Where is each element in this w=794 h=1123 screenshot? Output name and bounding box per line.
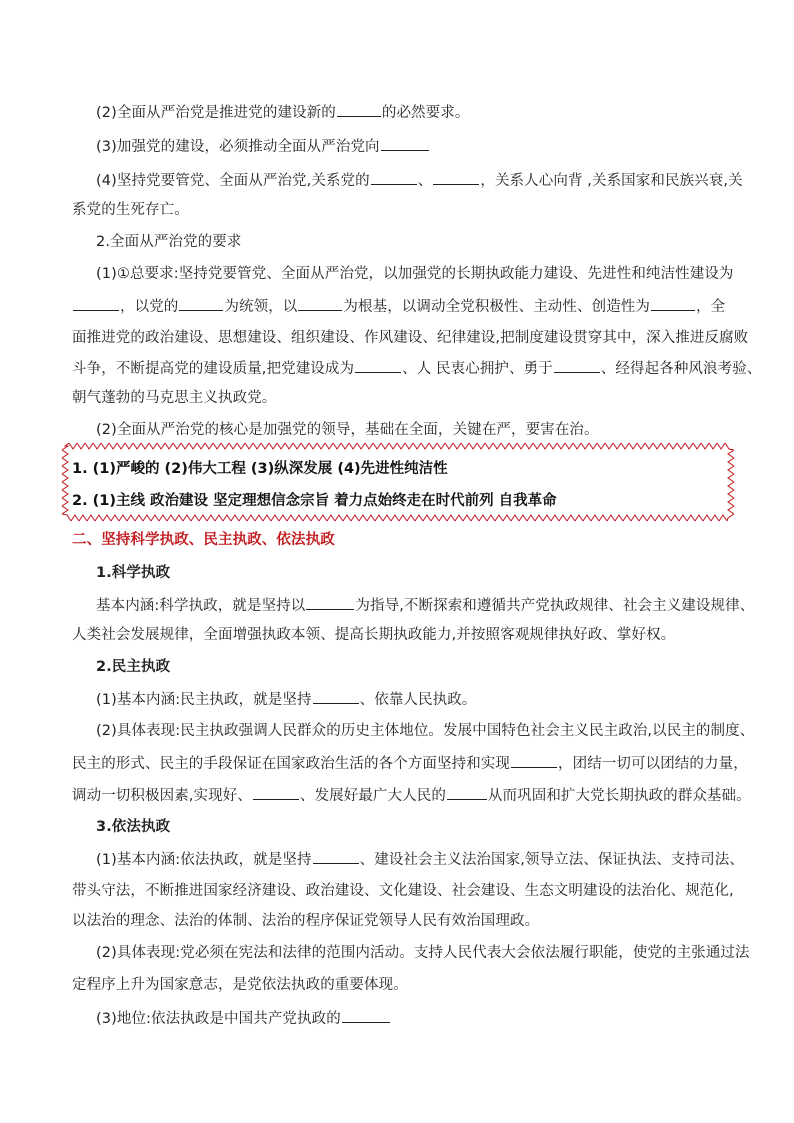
paragraph-line: 人类社会发展规律，全面增强执政本领、提高长期执政能力,并按照客观规律执好政、掌好权。 bbox=[72, 627, 676, 643]
subsection-title: 2.民主执政 bbox=[96, 659, 171, 675]
fill-blank bbox=[253, 785, 299, 800]
fill-blank bbox=[313, 689, 359, 704]
section-title: 二、坚持科学执政、民主执政、依法执政 bbox=[72, 532, 335, 548]
subsection-title: 3.依法执政 bbox=[96, 819, 171, 835]
fill-blank bbox=[298, 296, 342, 311]
paragraph-line: (2)具体表现:民主执政强调人民群众的历史主体地位。发展中国特色社会主义民主政治,以民主的制度、 bbox=[96, 723, 755, 739]
paragraph-line: (1)①总要求:坚持党要管党、全面从严治党，以加强党的长期执政能力建设、先进性和纯洁性建设为 bbox=[96, 266, 734, 282]
fill-blank bbox=[511, 753, 557, 768]
fill-blank bbox=[179, 296, 223, 311]
paragraph-line: 朝气蓬勃的马克思主义执政党。 bbox=[72, 390, 277, 406]
paragraph-line: (2)具体表现:党必须在宪法和法律的范围内活动。支持人民代表大会依法履行职能，使党的主张通过法 bbox=[96, 945, 750, 961]
paragraph-line: ，以党的 为统领，以 为根基，以调动全党积极性、主动性、创造性为 ，全 bbox=[72, 296, 732, 317]
paragraph-line: (2)全面从严治党的核心是加强党的领导，基础在全面，关键在严，要害在治。 bbox=[96, 422, 599, 438]
paragraph-line: 民主的形式、民主的手段保证在国家政治生活的各个方面坚持和实现 ，团结一切可以团结的力量， bbox=[72, 753, 732, 774]
fill-blank bbox=[337, 102, 381, 117]
paragraph-line: 面推进党的政治建设、思想建设、组织建设、作风建设、纪律建设,把制度建设贯穿其中，深入推进反腐败 bbox=[72, 330, 749, 346]
fill-blank bbox=[355, 358, 401, 373]
fill-blank bbox=[306, 595, 354, 610]
paragraph-line: 调动一切积极因素,实现好、 、发展好最广大人民的 从而巩固和扩大党长期执政的群众基础。 bbox=[72, 785, 732, 806]
answer-line-1: 1. (1)严峻的 (2)伟大工程 (3)纵深发展 (4)先进性纯洁性 bbox=[72, 461, 448, 477]
fill-blank bbox=[447, 785, 487, 800]
paragraph-line: (3)加强党的建设，必须推动全面从严治党向 bbox=[96, 136, 736, 157]
paragraph-line: (1)基本内涵:民主执政，就是坚持 、依靠人民执政。 bbox=[96, 689, 736, 710]
paragraph-line: (4)坚持党要管党、全面从严治党,关系党的 、 ，关系人心向背 ,关系国家和民族兴衰,关 bbox=[96, 170, 736, 191]
fill-blank bbox=[651, 296, 695, 311]
fill-blank bbox=[73, 296, 119, 311]
answer-box bbox=[62, 443, 734, 521]
fill-blank bbox=[342, 1008, 390, 1023]
paragraph-line: 以法治的理念、法治的体制、法治的程序保证党领导人民有效治国理政。 bbox=[72, 913, 540, 929]
paragraph-line: (2)全面从严治党是推进党的建设新的 的必然要求。 bbox=[96, 102, 736, 123]
fill-blank bbox=[554, 358, 600, 373]
fill-blank bbox=[313, 849, 359, 864]
subheading: 2.全面从严治党的要求 bbox=[96, 234, 242, 250]
subsection-title: 1.科学执政 bbox=[96, 565, 171, 581]
fill-blank bbox=[371, 170, 417, 185]
paragraph-line: (3)地位:依法执政是中国共产党执政的 bbox=[96, 1008, 736, 1029]
paragraph-line: 定程序上升为国家意志，是党依法执政的重要体现。 bbox=[72, 977, 408, 993]
answer-line-2: 2. (1)主线 政治建设 坚定理想信念宗旨 着力点始终走在时代前列 自我革命 bbox=[72, 493, 557, 509]
paragraph-line: 系党的生死存亡。 bbox=[72, 202, 189, 218]
paragraph-line: 基本内涵:科学执政，就是坚持以 为指导,不断探索和遵循共产党执政规律、社会主义建设规律、 bbox=[96, 595, 736, 616]
fill-blank bbox=[433, 170, 479, 185]
paragraph-line: (1)基本内涵:依法执政，就是坚持 、建设社会主义法治国家,领导立法、保证执法、支持司法、 bbox=[96, 849, 736, 870]
fill-blank bbox=[381, 136, 429, 151]
paragraph-line: 带头守法，不断推进国家经济建设、政治建设、文化建设、社会建设、生态文明建设的法治化、规范化, bbox=[72, 883, 734, 899]
paragraph-line: 斗争，不断提高党的建设质量,把党建设成为 、人 民衷心拥护、勇于 、经得起各种风浪考验、 bbox=[72, 358, 732, 379]
